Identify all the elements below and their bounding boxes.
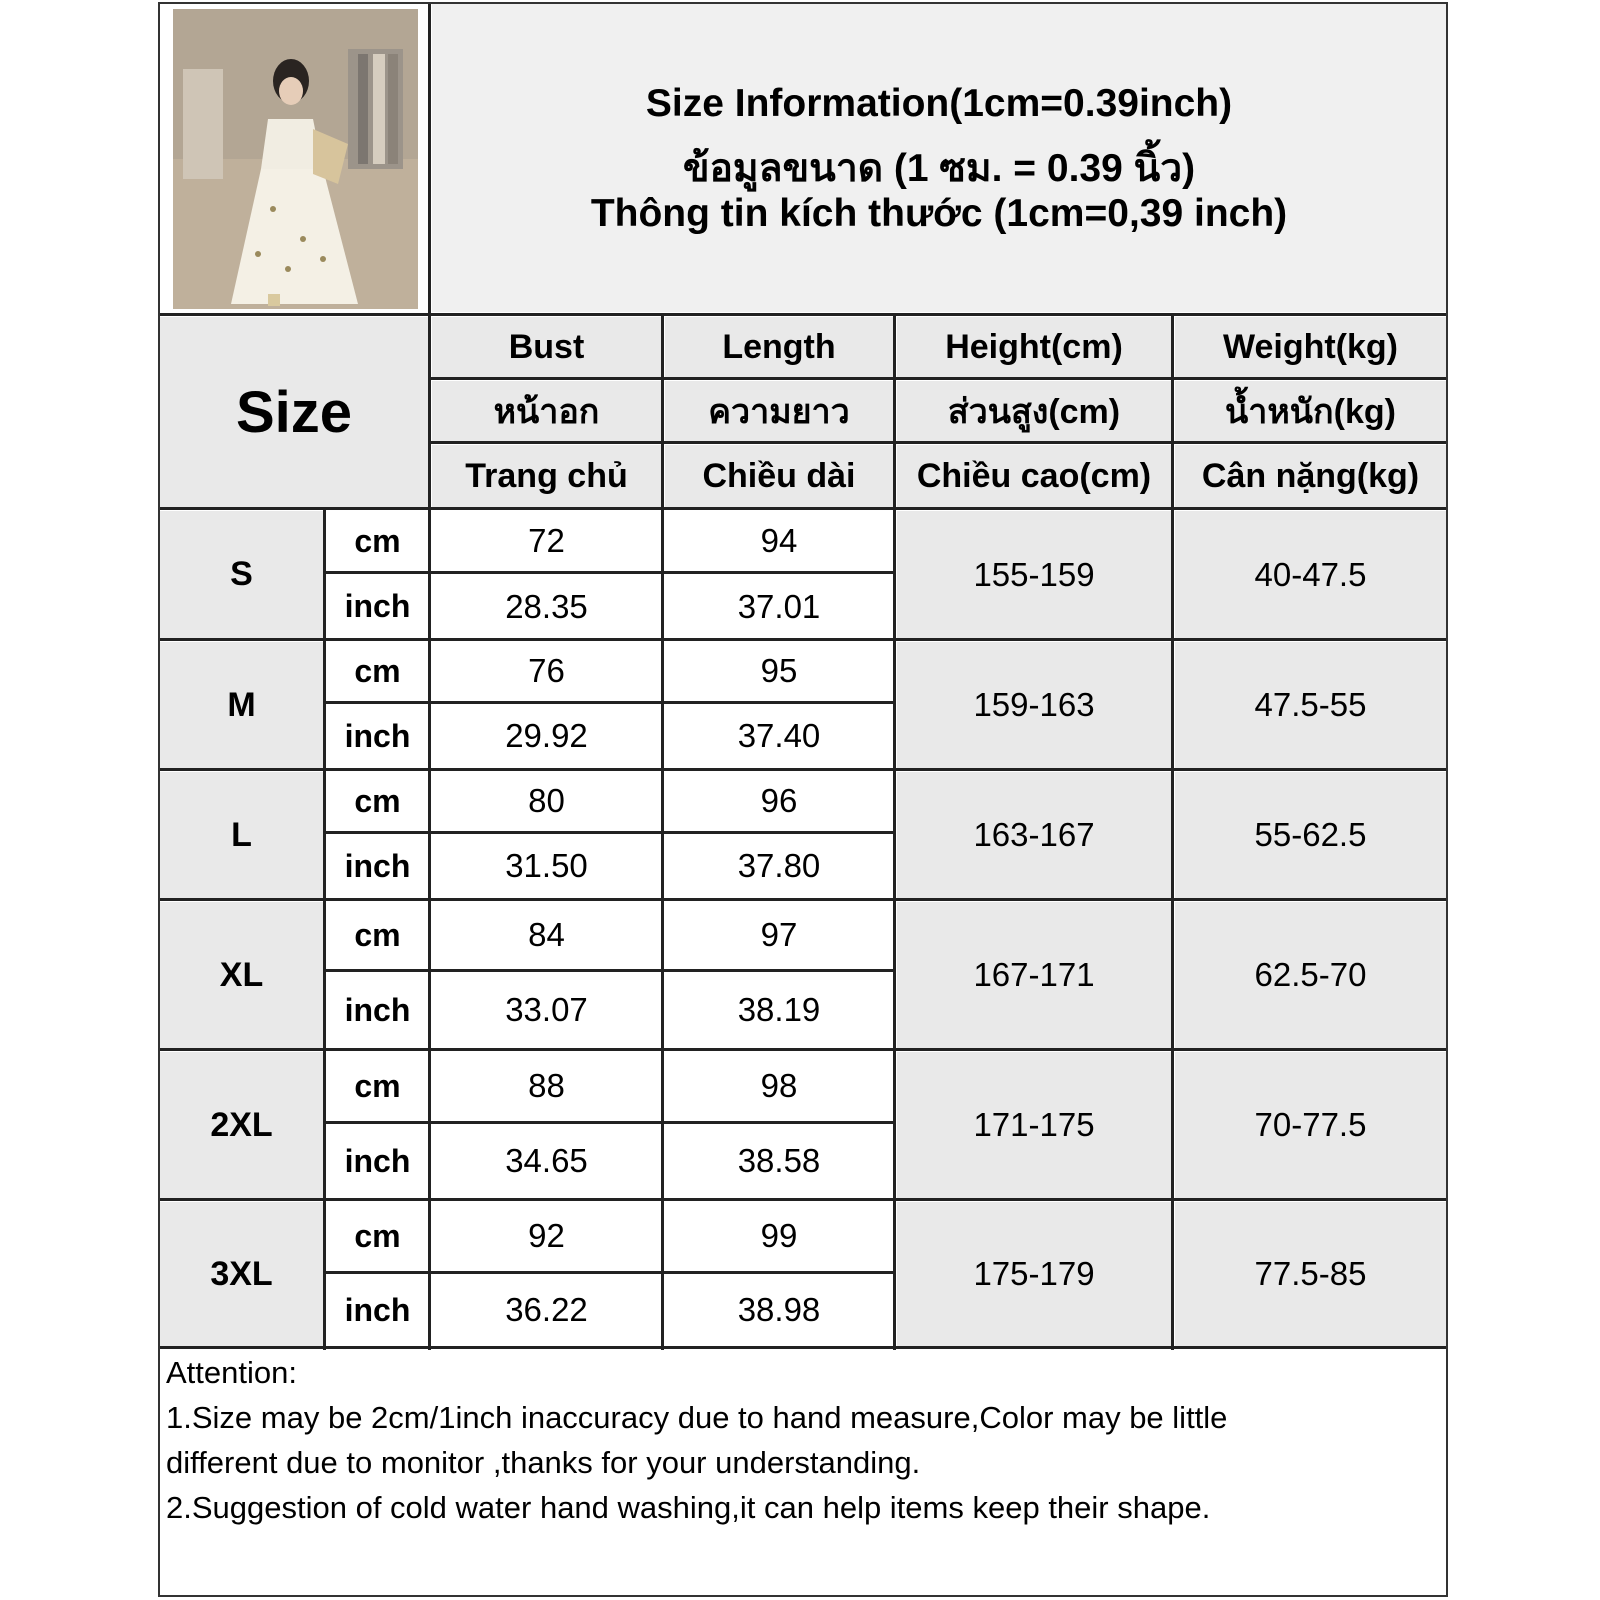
bust-cm-value: 84 <box>432 902 661 968</box>
weight-range: 70-77.5 <box>1175 1052 1446 1198</box>
title-vietnamese: Thông tin kích thước (1cm=0,39 inch) <box>590 192 1288 235</box>
length-cm-value: 96 <box>665 772 893 830</box>
length-inch-value: 38.19 <box>665 972 893 1048</box>
bust-cm-value: 72 <box>432 511 661 571</box>
col-bust-vi: Trang chủ <box>432 445 661 507</box>
unit-cm: cm <box>327 642 428 700</box>
notes-line-1: 1.Size may be 2cm/1inch inaccuracy due to hand measure,Color may be little <box>166 1400 1228 1435</box>
divider <box>323 571 893 574</box>
bust-inch-value: 33.07 <box>432 972 661 1048</box>
divider <box>323 1121 893 1124</box>
unit-inch: inch <box>327 1274 428 1346</box>
unit-cm: cm <box>327 902 428 968</box>
col-weight-en: Weight(kg) <box>1175 317 1446 377</box>
col-bust-en: Bust <box>432 317 661 377</box>
length-cm-value: 98 <box>665 1052 893 1120</box>
length-inch-value: 37.40 <box>665 704 893 768</box>
weight-range: 40-47.5 <box>1175 511 1446 638</box>
height-range: 159-163 <box>897 642 1171 768</box>
length-inch-value: 38.98 <box>665 1274 893 1346</box>
divider <box>428 377 1446 380</box>
divider <box>428 4 431 1350</box>
bust-cm-value: 80 <box>432 772 661 830</box>
col-height-vi: Chiều cao(cm) <box>897 445 1171 507</box>
bust-inch-value: 29.92 <box>432 704 661 768</box>
bust-inch-value: 36.22 <box>432 1274 661 1346</box>
attention-notes <box>160 1350 1446 1530</box>
bust-cm-value: 92 <box>432 1202 661 1270</box>
length-cm-value: 95 <box>665 642 893 700</box>
weight-range: 47.5-55 <box>1175 642 1446 768</box>
length-inch-value: 37.80 <box>665 834 893 898</box>
divider <box>160 313 1446 316</box>
col-bust-th: หน้าอก <box>432 381 661 441</box>
divider <box>160 638 1446 641</box>
divider <box>323 969 893 972</box>
col-length-en: Length <box>665 317 893 377</box>
size-label-3xl: 3XL <box>160 1202 323 1346</box>
height-range: 163-167 <box>897 772 1171 898</box>
divider <box>160 1346 1446 1349</box>
unit-inch: inch <box>327 972 428 1048</box>
length-cm-value: 97 <box>665 902 893 968</box>
bust-inch-value: 28.35 <box>432 575 661 638</box>
divider <box>893 314 896 1350</box>
divider <box>428 441 1446 444</box>
weight-range: 62.5-70 <box>1175 902 1446 1048</box>
unit-cm: cm <box>327 1052 428 1120</box>
title-english: Size Information(1cm=0.39inch) <box>645 82 1233 125</box>
notes-heading: Attention: <box>166 1355 297 1390</box>
weight-range: 55-62.5 <box>1175 772 1446 898</box>
col-height-en: Height(cm) <box>897 317 1171 377</box>
bust-cm-value: 76 <box>432 642 661 700</box>
unit-inch: inch <box>327 704 428 768</box>
model-photo-icon <box>173 9 418 309</box>
divider <box>323 701 893 704</box>
size-label-xl: XL <box>160 902 323 1048</box>
length-cm-value: 99 <box>665 1202 893 1270</box>
length-cm-value: 94 <box>665 511 893 571</box>
col-weight-vi: Cân nặng(kg) <box>1175 445 1446 507</box>
weight-range: 77.5-85 <box>1175 1202 1446 1346</box>
bust-cm-value: 88 <box>432 1052 661 1120</box>
divider <box>160 1048 1446 1051</box>
notes-line-3: 2.Suggestion of cold water hand washing,it can help items keep their shape. <box>166 1490 1211 1525</box>
notes-line-2: different due to monitor ,thanks for your understanding. <box>166 1445 921 1480</box>
bust-inch-value: 31.50 <box>432 834 661 898</box>
size-label-s: S <box>160 511 323 638</box>
model-photo <box>173 9 418 309</box>
divider <box>160 507 1446 510</box>
divider <box>160 1198 1446 1201</box>
col-length-vi: Chiều dài <box>665 445 893 507</box>
divider <box>323 509 326 1350</box>
unit-cm: cm <box>327 511 428 571</box>
height-range: 167-171 <box>897 902 1171 1048</box>
height-range: 171-175 <box>897 1052 1171 1198</box>
col-weight-th: น้ำหนัก(kg) <box>1175 381 1446 441</box>
col-height-th: ส่วนสูง(cm) <box>897 381 1171 441</box>
unit-inch: inch <box>327 834 428 898</box>
height-range: 155-159 <box>897 511 1171 638</box>
size-header: Size <box>160 317 428 507</box>
unit-cm: cm <box>327 772 428 830</box>
length-inch-value: 37.01 <box>665 575 893 638</box>
unit-cm: cm <box>327 1202 428 1270</box>
size-label-2xl: 2XL <box>160 1052 323 1198</box>
height-range: 175-179 <box>897 1202 1171 1346</box>
divider <box>160 768 1446 771</box>
divider <box>1171 314 1174 1350</box>
col-length-th: ความยาว <box>665 381 893 441</box>
unit-inch: inch <box>327 1124 428 1198</box>
title-thai: ข้อมูลขนาด (1 ซม. = 0.39 นิ้ว) <box>682 147 1196 190</box>
divider <box>160 898 1446 901</box>
title-panel <box>432 4 1446 312</box>
size-label-m: M <box>160 642 323 768</box>
bust-inch-value: 34.65 <box>432 1124 661 1198</box>
unit-inch: inch <box>327 575 428 638</box>
divider <box>323 1271 893 1274</box>
length-inch-value: 38.58 <box>665 1124 893 1198</box>
divider <box>323 831 893 834</box>
size-label-l: L <box>160 772 323 898</box>
size-chart-sheet <box>158 2 1448 1597</box>
